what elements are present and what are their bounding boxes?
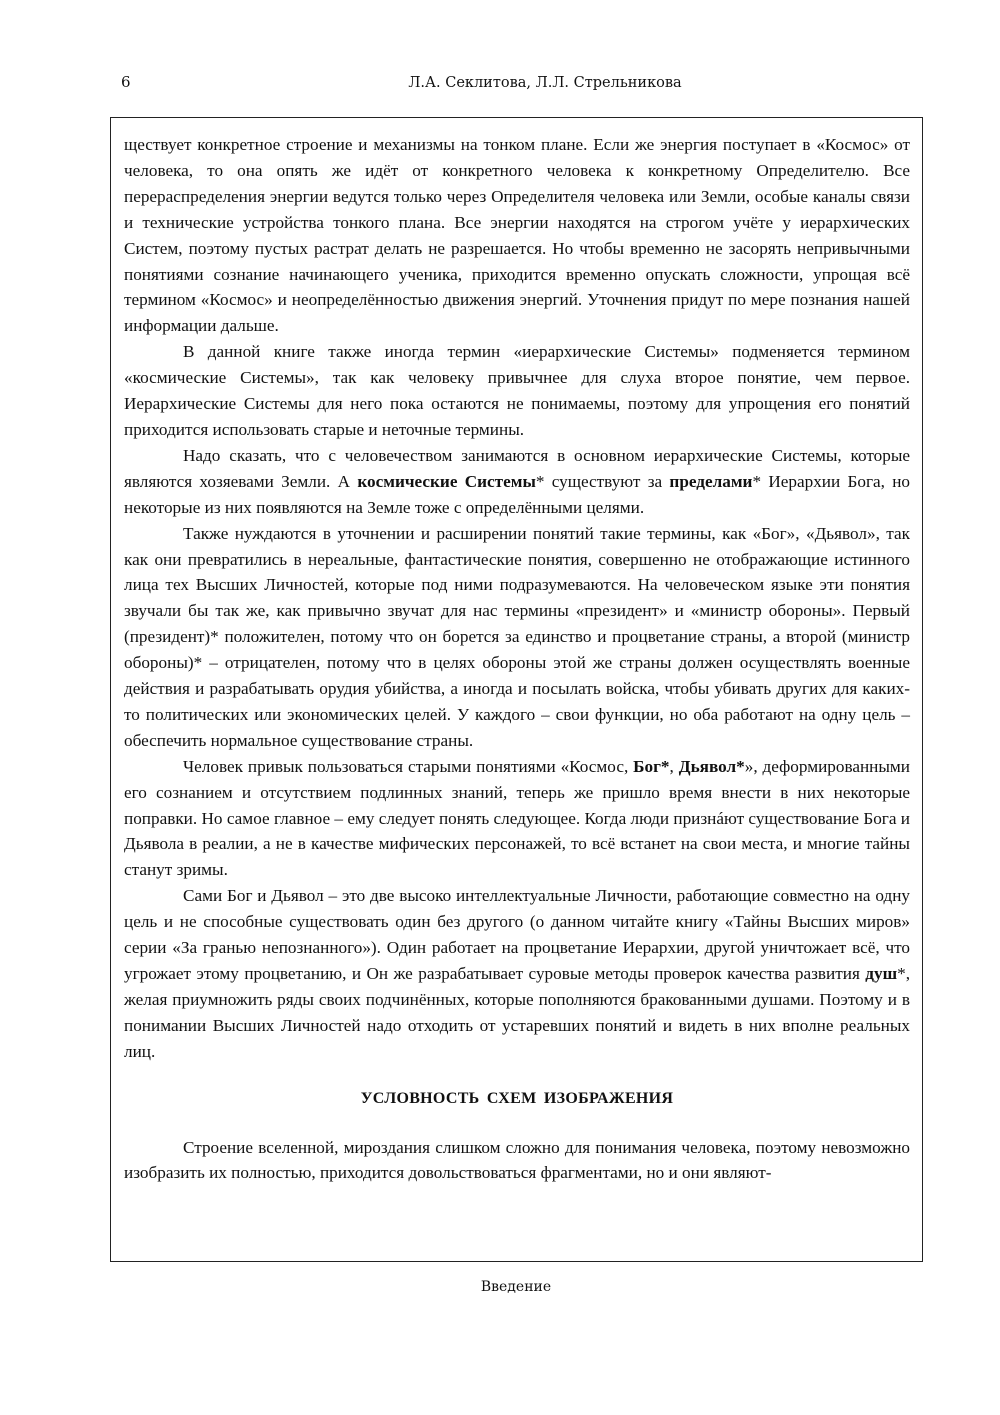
- term-god: Бог*: [633, 756, 670, 776]
- section-heading: УСЛОВНОСТЬ СХЕМ ИЗОБРАЖЕНИЯ: [360, 1089, 674, 1107]
- paragraph-4: Также нуждаются в уточнении и расширении понятий такие термины, как «Бог», «Дьявол», так как они превратились в нереальные, фантастические понятия, совершенно не отображающие истинного лица тех Высших Личностей, которые под ними подразумеваются. На человеческом языке эти понятия звучали бы так же, как привычно звучат для нас термины «президент» и «министр обороны». Первый (президент)* положителен, потому что он борется за единство и процветание страны, а второй (министр обороны)* – отрицателен, потому что в целях обороны этой же страны должен осуществлять военные действия и разрабатывать орудия убийства, а иногда и посылать войска, чтобы убивать других для каких-то политических или экономических целей. У каждого – свои функции, но оба работают на одну цель – обеспечить нормальное существование страны.: [124, 523, 910, 750]
- running-head-authors: Л.А. Секлитова, Л.Л. Стрельникова: [408, 75, 682, 91]
- term-souls: душ: [865, 964, 898, 983]
- paragraph-3-text-1: Надо сказать, что с человечеством занимаются в основном иерархические Системы, которые являются хозяевами Земли. А: [124, 445, 910, 491]
- paragraph-3-text-2: * существуют за: [535, 471, 670, 491]
- paragraph-3-text-3: * Иерархии Бога, но некоторые из них появляются на Земле тоже с определёнными целями.: [124, 471, 910, 517]
- paragraph-6-text-1: Сами Бог и Дьявол – это две высоко интеллектуальные Личности, работающие совместно на одну цель и не способные существовать один без другого (о данном читайте книгу «Тайны Высших миров» серии «За гранью непознанного»). Один работает на процветание Иерархии, другой уничтожает всё, что угрожает этому процветанию, и Он же разрабатывает суровые методы проверок качества развития: [124, 886, 910, 983]
- paragraph-1: ществует конкретное строение и механизмы на тонком плане. Если же энергия поступает в «Космос» от человека, то она опять же идёт от конкретного человека к конкретному Определителю. Все перераспределения энергии ведутся только через Определителя человека или Земли, особые каналы связи и технические устройства тонкого плана. Все энергии находятся на строгом учёте у иерархических Систем, поэтому пустых растрат делать не разрешается. Но чтобы временно не засорять непривычными понятиями сознание начинающего ученика, приходится временно опускать сложности, упрощая всё термином «Космос» и неопределённостью движения энергий. Уточнения придут по мере познания нашей информации дальше.: [124, 135, 910, 336]
- paragraph-5-text-3: », деформированными его сознанием и отсутствием подлинных знаний, теперь же пришло время внести в них некоторые поправки. Но самое главное – ему следует понять следующее. Когда люди признáют существование Бога и Дьявола в реалии, а не в качестве мифических персонажей, то всё встанет на свои места, и многие тайны станут зримы.: [124, 756, 910, 880]
- paragraph-3: [124, 443, 910, 521]
- term-limits: пределами: [669, 471, 753, 491]
- paragraph-7: Строение вселенной, мироздания слишком сложно для понимания человека, поэтому невозможно изобразить их полностью, приходится довольствоваться фрагментами, но и они являют-: [124, 1137, 910, 1183]
- paragraph-2: В данной книге также иногда термин «иерархические Системы» подменяется термином «космические Системы», так как человеку привычнее для слуха второе понятие, чем первое. Иерархические Системы для него пока остаются не понимаемы, поэтому для упрощения его понятий приходится использовать старые и неточные термины.: [124, 342, 910, 439]
- term-devil: Дьявол*: [678, 756, 745, 776]
- footer-section-title: Введение: [480, 1279, 552, 1295]
- text-frame: [110, 117, 923, 1262]
- paragraph-5-text-2: ,: [669, 756, 679, 776]
- term-cosmic-systems: космические Системы: [357, 471, 536, 491]
- paragraph-5-text-1: Человек привык пользоваться старыми понятиями «Космос,: [183, 756, 634, 776]
- paragraph-6-text-2: *, желая приумножить ряды своих подчинённых, которые пополняются бракованными душами. Поэтому и в понимании Высших Личностей надо отходить от устаревших понятий и видеть в них вполне реальных лиц.: [124, 964, 910, 1061]
- page-number: 6: [121, 73, 131, 91]
- paragraph-6: [124, 883, 910, 1064]
- paragraph-5: [124, 754, 910, 884]
